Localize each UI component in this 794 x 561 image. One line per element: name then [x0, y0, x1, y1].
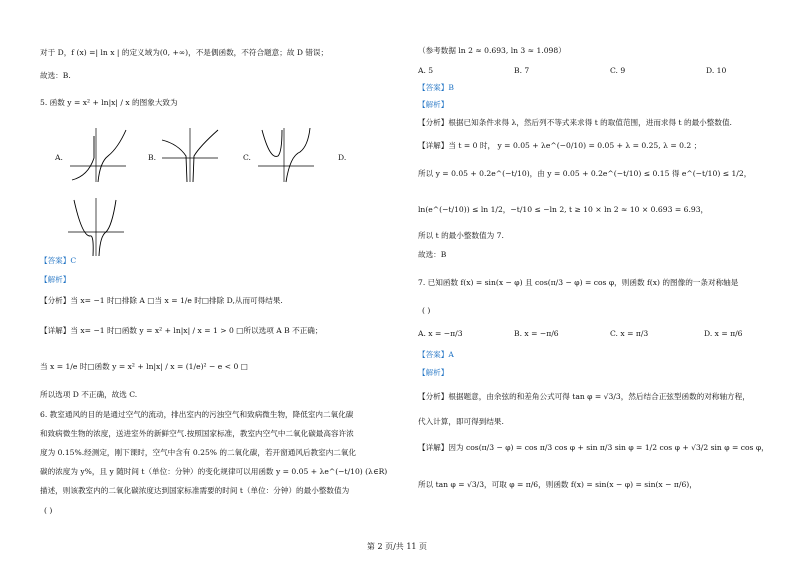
graph-option-d [66, 196, 126, 258]
analysis-6: 【分析】根据已知条件求得 λ，然后列不等式来求得 t 的取值范围，进而求得 t 的最小整数值. [418, 118, 732, 127]
analysis-5: 【分析】当 x= −1 时□排除 A □当 x = 1/e 时□排除 D,从而可得结果. [40, 296, 283, 305]
option-a-label: A. [55, 153, 63, 162]
question-6-blank: ( ) [44, 506, 53, 515]
question-6-line: 6. 教室通风的目的是通过空气的流动，排出室内的污浊空气和致病微生物，降低室内二氧化碳 [40, 410, 354, 419]
question-6-line: 度为 0.15%.经测定，刚下课时，空气中含有 0.25% 的二氧化碳，若开窗通风后教室内二氧化 [40, 448, 357, 457]
graph-option-a [68, 126, 128, 184]
paragraph: 对于 D，f (x) =| ln x | 的定义域为(0, +∞)，不是偶函数，不符合题意；故 D 错误； [40, 48, 329, 57]
reference-data: （参考数据 ln 2 ≈ 0.693, ln 3 ≈ 1.098） [418, 46, 566, 55]
graph-option-b [160, 126, 220, 184]
option-c: C. x = π/3 [610, 329, 649, 338]
page-footer: 第 2 页/共 11 页 [366, 542, 428, 551]
option-a: A. 5 [418, 66, 434, 75]
solution-6-c: ln(e^(−t/10)) ≤ ln 1/2，−t/10 ≤ −ln 2, t ≥ 10 × ln 2 ≈ 10 × 0.693 = 6.93， [418, 205, 709, 214]
answer-6: 【答案】B [418, 83, 454, 92]
question-6-line: 碳的浓度为 y%，且 y 随时间 t（单位：分钟）的变化规律可以用函数 y = 0.05 + λe^(−t/10) (λ∈R) [40, 467, 388, 476]
option-c: C. 9 [610, 66, 626, 75]
question-7: 7. 已知函数 f(x) = sin(x − φ) 且 cos(π/3 − φ) = cos φ，则函数 f(x) 的图像的一条对称轴是 [418, 278, 739, 287]
solution-5: 【详解】当 x= −1 时□函数 y = x² + ln|x| / x = 1 > 0 □所以选项 A B 不正确； [40, 326, 323, 335]
option-b: B. x = −π/6 [514, 329, 559, 338]
analysis-7-a: 【分析】根据题意，由余弦的和差角公式可得 tan φ = √3/3，然后结合正弦型函数的对称轴方程， [418, 392, 750, 401]
option-d: D. 10 [706, 66, 727, 75]
answer-7: 【答案】A [418, 350, 454, 359]
question-6-line: 和致病微生物的浓度，送进室外的新鲜空气.按照国家标准，教室内空气中二氧化碳最高容许浓 [40, 429, 354, 438]
graph-option-c [256, 126, 316, 184]
analysis-7-b: 代入计算，即可得到结果. [418, 417, 504, 426]
option-a: A. x = −π/3 [418, 329, 463, 338]
question-5: 5. 函数 y = x² + ln|x| / x 的图象大致为 [40, 98, 178, 107]
question-6-line: 描述，则该教室内的二氧化碳浓度达到国家标准需要的时间 t（单位：分钟）的最小整数值为 [40, 486, 350, 495]
solution-6-b: 所以 y = 0.05 + 0.2e^(−t/10)，由 y = 0.05 + 0.2e^(−t/10) ≤ 0.15 得 e^(−t/10) ≤ 1/2， [418, 169, 752, 178]
analysis-5-heading: 【解析】 [40, 275, 71, 284]
solution-5-b: 当 x = 1/e 时□函数 y = x² + ln|x| / x = (1/e)² − e < 0 □ [40, 362, 248, 371]
analysis-6-heading: 【解析】 [418, 100, 449, 109]
paragraph: 故选：B. [40, 71, 71, 80]
answer-5: 【答案】C [40, 256, 77, 265]
solution-6-e: 故选：B [418, 250, 447, 259]
option-b: B. 7 [514, 66, 530, 75]
option-b-label: B. [148, 153, 156, 162]
question-7-blank: ( ) [422, 306, 431, 315]
option-d-label: D. [338, 153, 347, 162]
solution-6-a: 【详解】当 t = 0 时， y = 0.05 + λe^(−0/10) = 0.05 + λ = 0.25, λ = 0.2 ； [418, 141, 702, 150]
solution-5-c: 所以选项 D 不正确，故选 C. [40, 390, 138, 399]
solution-7-a: 【详解】因为 cos(π/3 − φ) = cos π/3 cos φ + sin π/3 sin φ = 1/2 cos φ + √3/2 sin φ = cos φ， [418, 443, 769, 452]
analysis-7-heading: 【解析】 [418, 368, 449, 377]
solution-6-d: 所以 t 的最小整数值为 7. [418, 231, 504, 240]
option-c-label: C. [243, 153, 251, 162]
solution-7-b: 所以 tan φ = √3/3，可取 φ = π/6，则函数 f(x) = sin(x − φ) = sin(x − π/6)， [418, 480, 697, 489]
option-d: D. x = π/6 [704, 329, 743, 338]
